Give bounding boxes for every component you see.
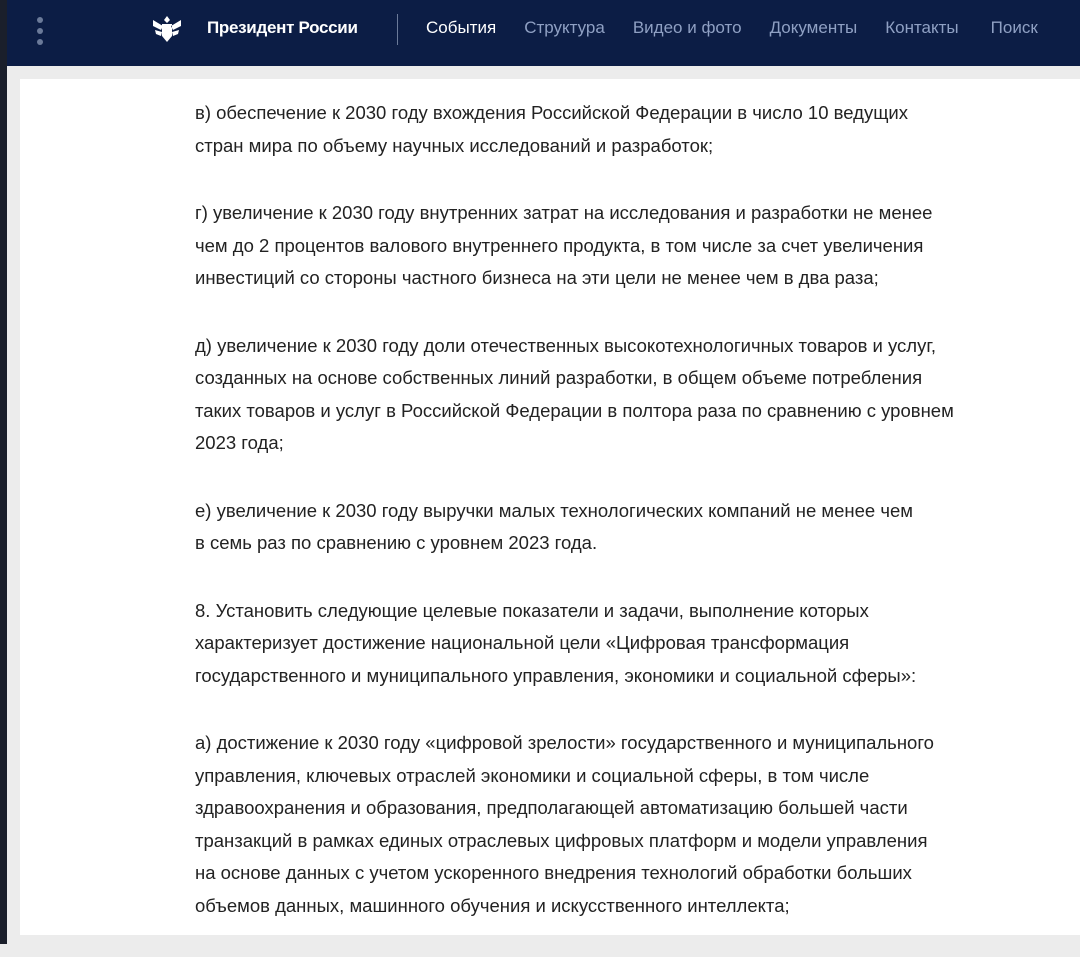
document-card — [20, 79, 1080, 935]
text-line: характеризует достижение национальной цели «Цифровая трансформация — [195, 632, 850, 653]
nav-search[interactable]: Поиск — [990, 18, 1038, 37]
document-text — [195, 97, 1065, 957]
nav-contacts[interactable]: Контакты — [885, 18, 959, 37]
menu-dots-icon[interactable] — [37, 17, 43, 45]
site-header — [7, 0, 1080, 66]
text-line: государственного и муниципального управления, экономики и социальной сферы»: — [195, 664, 917, 686]
paragraph — [195, 97, 1065, 162]
paragraph — [195, 495, 1065, 560]
text-line: инвестиций со стороны частного бизнеса на эти цели не менее чем в два раза; — [195, 267, 879, 288]
emblem-icon[interactable] — [149, 10, 185, 46]
text-line: в семь раз по сравнению с уровнем 2023 года. — [195, 532, 598, 553]
paragraph — [195, 727, 1065, 922]
text-line: чем до 2 процентов валового внутреннего продукта, в том числе за счет увеличения — [195, 234, 924, 256]
main-nav — [426, 18, 1038, 38]
text-line: в) обеспечение к 2030 году вхождения Российской Федерации в число 10 ведущих — [195, 102, 908, 123]
text-line: здравоохранения и образования, предполагающей автоматизацию большей части — [195, 797, 908, 818]
text-line: на основе данных с учетом ускоренного внедрения технологий обработки больших — [195, 862, 912, 883]
text-line: созданных на основе собственных линий разработки, в общем объеме потребления — [195, 367, 923, 388]
text-line: г) увеличение к 2030 году внутренних затрат на исследования и разработки не менее — [195, 202, 933, 223]
text-line: объемов данных, машинного обучения и искусственного интеллекта; — [195, 894, 790, 916]
text-line: 8. Установить следующие целевые показатели и задачи, выполнение которых — [195, 599, 869, 621]
nav-structure[interactable]: Структура — [524, 18, 605, 37]
text-line: транзакций в рамках единых отраслевых цифровых платформ и модели управления — [195, 829, 928, 851]
text-line: д) увеличение к 2030 году доли отечественных высокотехнологичных товаров и услуг, — [195, 334, 936, 356]
text-line: а) достижение к 2030 году «цифровой зрелости» государственного и муниципального — [195, 732, 934, 753]
text-line: стран мира по объему научных исследований и разработок; — [195, 134, 714, 156]
window-edge — [0, 0, 7, 944]
nav-video-photo[interactable]: Видео и фото — [632, 18, 742, 37]
header-divider — [397, 14, 398, 45]
nav-events[interactable]: События — [426, 18, 497, 37]
brand-title[interactable]: Президент России — [207, 18, 358, 37]
text-line: управления, ключевых отраслей экономики и социальной сферы, в том числе — [195, 764, 870, 786]
paragraph — [195, 330, 1065, 460]
paragraph — [195, 595, 1065, 693]
nav-documents[interactable]: Документы — [769, 18, 858, 37]
text-line: 2023 года; — [195, 432, 284, 453]
text-line: е) увеличение к 2030 году выручки малых технологических компаний не менее чем — [195, 499, 913, 521]
paragraph — [195, 197, 1065, 295]
text-line: таких товаров и услуг в Российской Федерации в полтора раза по сравнению с уровнем — [195, 399, 954, 421]
